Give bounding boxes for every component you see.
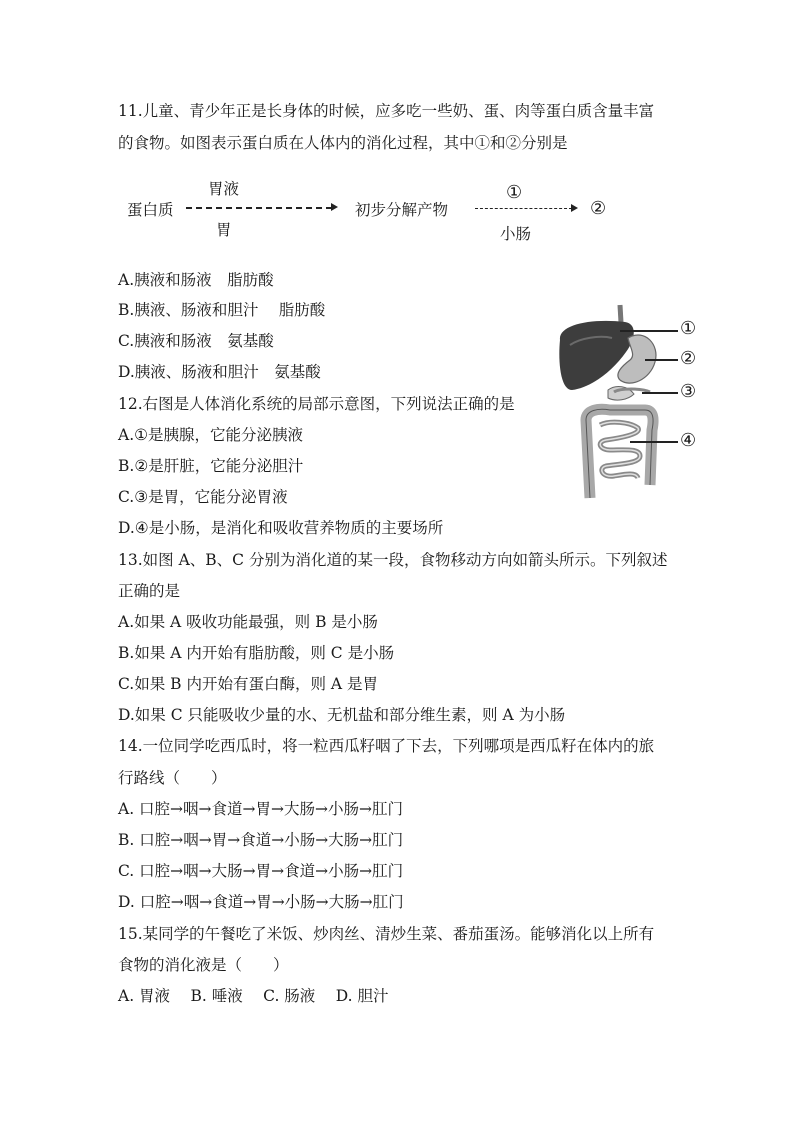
flow-middle-products: 初步分解产物 [355, 201, 449, 219]
flow-arrow-1 [186, 207, 332, 209]
q11-option-a: A.胰液和肠液 脂肪酸 [118, 271, 274, 289]
q12-stem: 12.右图是人体消化系统的局部示意图，下列说法正确的是 [118, 395, 515, 413]
flow-arrow-2 [475, 208, 572, 209]
q11-stem-line2: 的食物。如图表示蛋白质在人体内的消化过程，其中①和②分别是 [118, 134, 568, 152]
leader-line-4 [630, 441, 678, 443]
flow-end-2: ② [590, 198, 607, 219]
q11-option-d: D.胰液、肠液和胆汁 氨基酸 [118, 363, 321, 381]
q13-option-d: D.如果 C 只能吸收少量的水、无机盐和部分维生素，则 A 为小肠 [118, 706, 566, 724]
q14-stem-line2: 行路线（ ） [118, 769, 227, 787]
q14-option-c: C. 口腔→咽→大肠→胃→食道→小肠→肛门 [118, 862, 404, 880]
flow-arrowhead-1 [331, 203, 338, 211]
q14-stem-line1: 14.一位同学吃西瓜时，将一粒西瓜籽咽了下去，下列哪项是西瓜籽在体内的旅 [118, 737, 655, 755]
q14-option-b: B. 口腔→咽→胃→食道→小肠→大肠→肛门 [118, 831, 404, 849]
q14-option-d: D. 口腔→咽→食道→胃→小肠→大肠→肛门 [118, 893, 404, 911]
q11-option-c: C.胰液和肠液 氨基酸 [118, 332, 274, 350]
leader-line-3 [642, 392, 678, 394]
q12-option-a: A.①是胰腺，它能分泌胰液 [118, 426, 304, 444]
flow-start-protein: 蛋白质 [127, 201, 174, 219]
leader-line-1 [620, 330, 678, 332]
leader-line-2 [645, 359, 678, 361]
flow-label-1: ① [506, 182, 523, 203]
figure-label-2: ② [680, 348, 697, 369]
flow-arrowhead-2 [571, 204, 578, 212]
q15-options: A. 胃液 B. 唾液 C. 肠液 D. 胆汁 [118, 987, 389, 1005]
q12-option-c: C.③是胃，它能分泌胃液 [118, 488, 288, 506]
figure-label-3: ③ [680, 381, 697, 402]
q12-option-b: B.②是肝脏，它能分泌胆汁 [118, 457, 304, 475]
q13-option-b: B.如果 A 内开始有脂肪酸，则 C 是小肠 [118, 644, 395, 662]
figure-label-1: ① [680, 318, 697, 339]
q13-option-c: C.如果 B 内开始有蛋白酶，则 A 是胃 [118, 675, 379, 693]
figure-label-4: ④ [680, 430, 697, 451]
digestive-system-figure [550, 300, 710, 505]
q15-stem-line2: 食物的消化液是（ ） [118, 956, 289, 974]
q15-stem-line1: 15.某同学的午餐吃了米饭、炒肉丝、清炒生菜、番茄蛋汤。能够消化以上所有 [118, 925, 655, 943]
q13-stem-line1: 13.如图 A、B、C 分别为消化道的某一段，食物移动方向如箭头所示。下列叙述 [118, 551, 668, 569]
flow-label-small-intestine: 小肠 [500, 225, 532, 243]
flow-label-stomach: 胃 [216, 221, 232, 239]
q13-stem-line2: 正确的是 [118, 582, 181, 600]
q13-option-a: A.如果 A 吸收功能最强，则 B 是小肠 [118, 613, 378, 631]
flow-label-gastric-juice: 胃液 [208, 180, 240, 198]
q14-option-a: A. 口腔→咽→食道→胃→大肠→小肠→肛门 [118, 800, 403, 818]
q12-option-d: D.④是小肠，是消化和吸收营养物质的主要场所 [118, 519, 444, 537]
q11-option-b: B.胰液、肠液和胆汁 脂肪酸 [118, 301, 326, 319]
q11-stem-line1: 11.儿童、青少年正是长身体的时候，应多吃一些奶、蛋、肉等蛋白质含量丰富 [118, 102, 655, 120]
